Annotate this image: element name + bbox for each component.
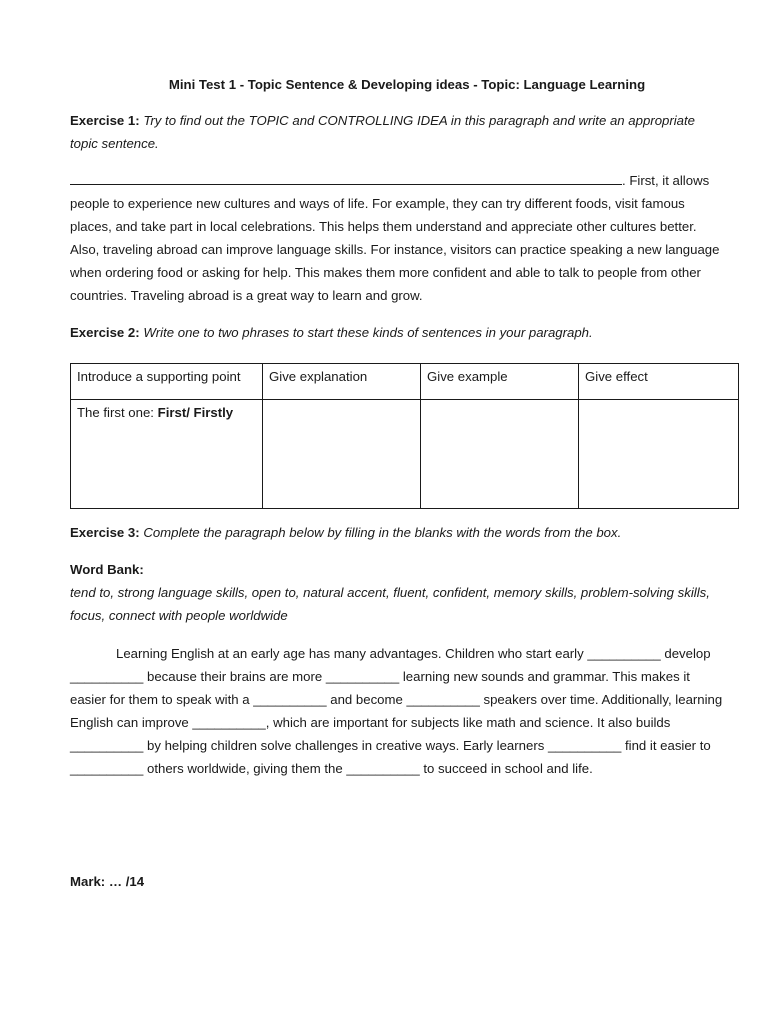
example-answer-cell[interactable] <box>421 400 579 509</box>
page-title: Mini Test 1 - Topic Sentence & Developing ideas - Topic: Language Learning <box>168 77 646 92</box>
word-bank-label: Word Bank: <box>70 562 144 577</box>
worksheet-page <box>70 73 724 793</box>
word-bank-list: tend to, strong language skills, open to, natural accent, fluent, confident, memory skills, problem-solving skills, focus, connect with people worldwide <box>70 585 710 623</box>
supporting-point-cell[interactable] <box>71 400 263 509</box>
table-header-cell: Give effect <box>579 364 739 400</box>
phrases-table <box>70 363 739 509</box>
exercise-1-heading <box>70 109 724 155</box>
table-header-row <box>71 364 739 400</box>
table-row <box>71 400 739 509</box>
exercise-1-label: Exercise 1: <box>70 113 140 128</box>
exercise-1-paragraph <box>70 169 724 307</box>
exercise-1-instruction: Try to find out the TOPIC and CONTROLLING IDEA in this paragraph and write an appropriate topic sentence. <box>70 113 696 151</box>
topic-sentence-blank[interactable] <box>70 171 622 185</box>
paragraph-first-line-tail: . First, it allows <box>622 173 710 188</box>
exercise-2-instruction: Write one to two phrases to start these kinds of sentences in your paragraph. <box>143 325 593 340</box>
exercise-2-heading <box>70 321 724 344</box>
exercise-2-label: Exercise 2: <box>70 325 140 340</box>
table-header-cell: Give explanation <box>263 364 421 400</box>
table-header-cell: Give example <box>421 364 579 400</box>
paragraph-body: people to experience new cultures and ways of life. For example, they can try different foods, visit famous places, and take part in local celebrations. This helps them understand and appreciate other cultures better. Also, traveling abroad can improve language skills. For instance, visitors can practice speaking a new language when ordering food or asking for help. This makes them more confident and able to talk to people from other countries. Traveling abroad is a great way to learn and grow. <box>70 196 720 303</box>
table-header-cell: Introduce a supporting point <box>71 364 263 400</box>
exercise-3-label: Exercise 3: <box>70 525 140 540</box>
mark-score: Mark: … /14 <box>70 874 145 890</box>
exercise-3-heading <box>70 521 724 544</box>
row-answer: First/ Firstly <box>157 405 234 420</box>
effect-answer-cell[interactable] <box>579 400 739 509</box>
fill-in-paragraph: Learning English at an early age has many advantages. Children who start early __________ develop __________ because their brains are more __________ learning new sounds and grammar. This makes it easier for them to speak with a __________ and become __________ speakers over time. Additionally, learning English can improve __________, which are important for subjects like math and science. It also builds __________ by helping children solve challenges in creative ways. Early learners __________ find it easier to __________ others worldwide, giving them the __________ to succeed in school and life. <box>70 646 723 776</box>
explanation-answer-cell[interactable] <box>263 400 421 509</box>
row-prefix: The first one: <box>77 405 158 420</box>
exercise-3-instruction: Complete the paragraph below by filling in the blanks with the words from the box. <box>143 525 622 540</box>
